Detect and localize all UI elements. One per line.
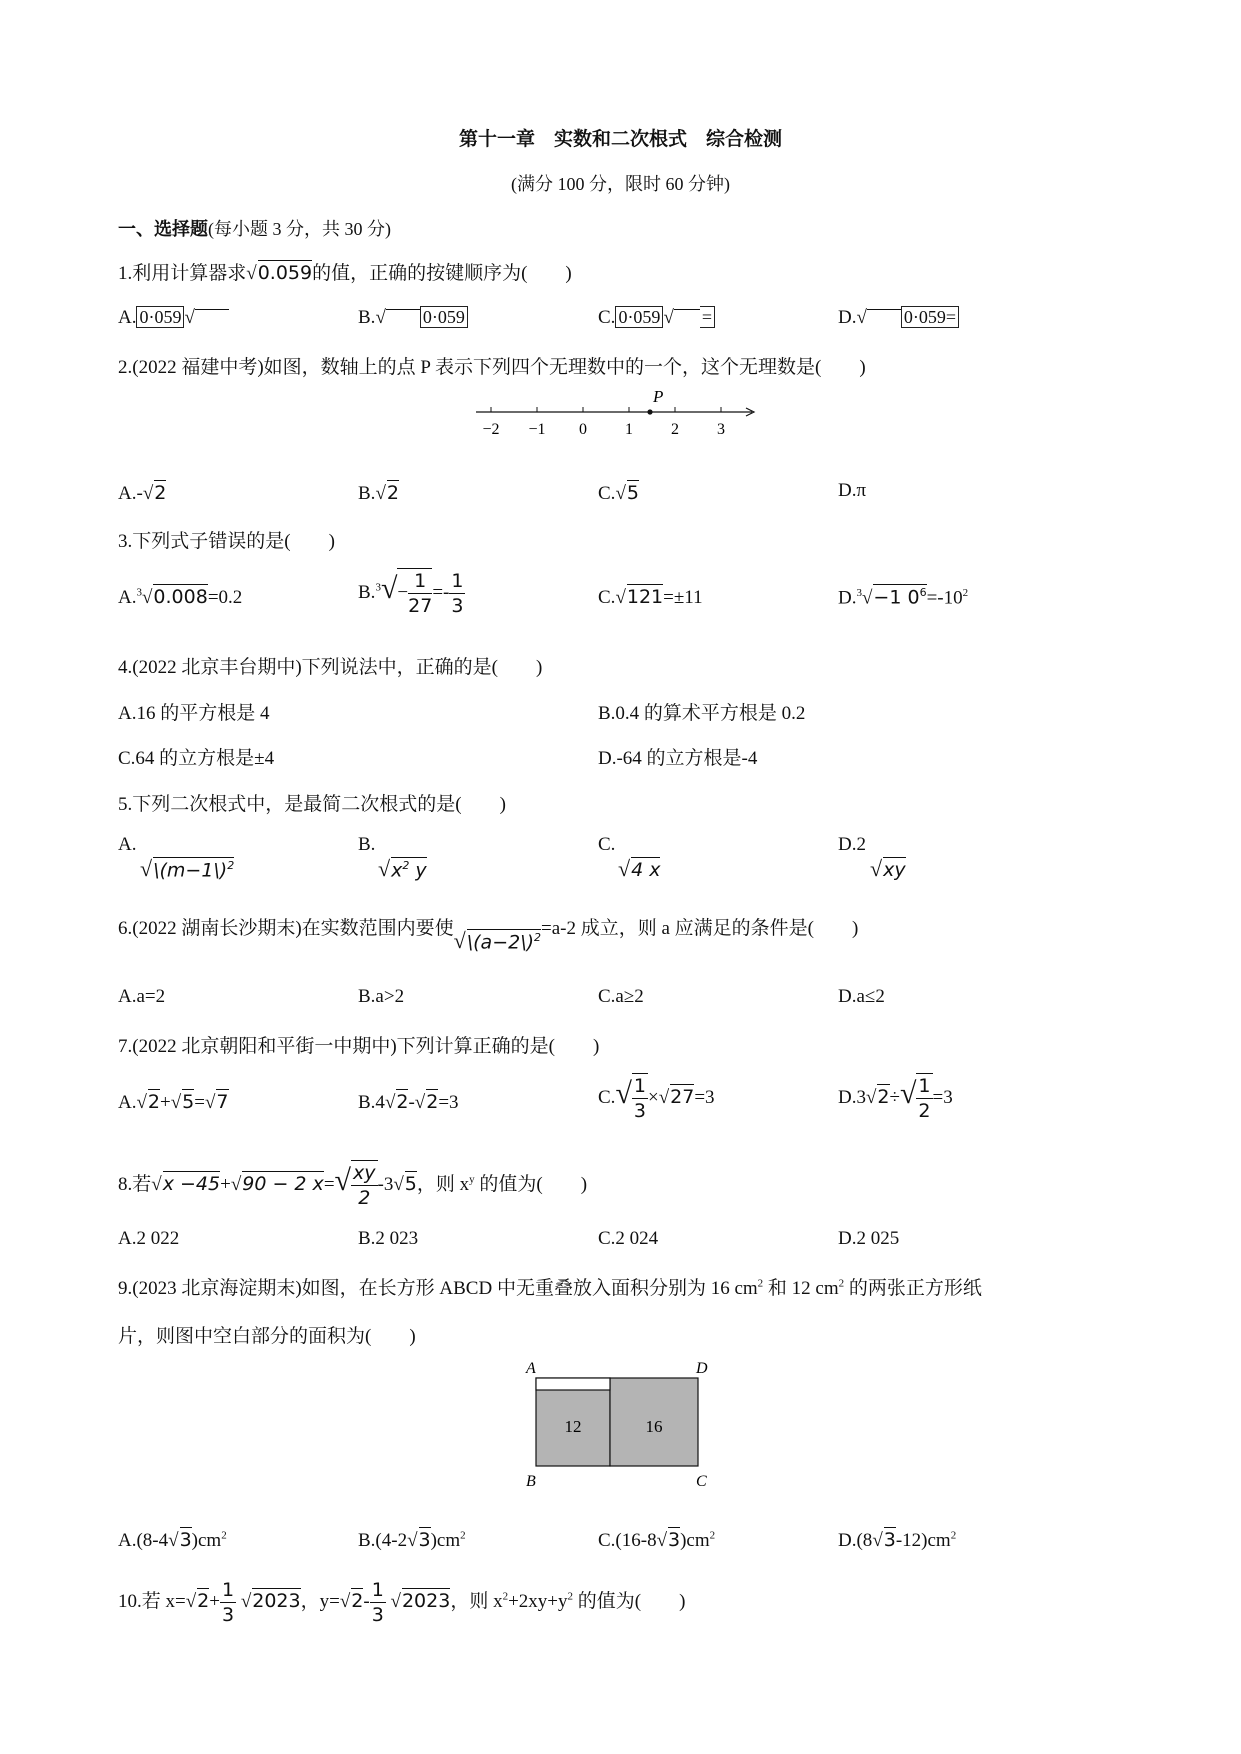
radical-sign: √ xyxy=(615,1076,632,1110)
number-line-figure xyxy=(470,388,760,440)
q2-b-label: B. xyxy=(358,483,376,504)
q7-option-d: D.3√2÷√ $\frac{1}{2}$ =3 xyxy=(838,1075,953,1122)
point-p-label: P xyxy=(653,388,664,406)
vertex-a-label: A xyxy=(526,1360,536,1377)
q7-option-b: B.4√2-√2=3 xyxy=(358,1091,459,1113)
question-7-stem: 7.(2022 北京朝阳和平街一中期中)下列计算正确的是( ) xyxy=(118,1036,600,1057)
q5-a-radicand: \(m−1\) xyxy=(153,859,228,881)
equals-sign: = xyxy=(323,1173,335,1195)
page-title: 第十一章 实数和二次根式 综合检测 xyxy=(458,128,782,150)
fraction-numerator: 1 xyxy=(918,1075,931,1097)
q10-tail: 的值为( ) xyxy=(573,1590,686,1612)
radical-sign: √ xyxy=(899,1076,917,1110)
tick-label: 1 xyxy=(625,421,633,438)
fraction-denominator: 3 xyxy=(633,1100,646,1122)
q1-d-label: D. xyxy=(838,307,857,328)
exponent: y xyxy=(469,1173,475,1186)
tick-label: −1 xyxy=(528,421,546,438)
q1-option-d xyxy=(838,306,959,329)
fraction-numerator: 1 xyxy=(633,1075,646,1097)
q6-radicand: \(a−2\) xyxy=(466,931,535,953)
key-value: 0·059 xyxy=(615,306,663,328)
cube-index: 3 xyxy=(375,581,381,594)
q9-option-c: $C.(16-8√3)cm^2$ xyxy=(598,1529,716,1551)
exponent: 2 xyxy=(757,1277,764,1290)
q5-option-b xyxy=(358,834,427,882)
q10-prefix: 10.若 x= xyxy=(118,1590,186,1612)
q3-option-b xyxy=(358,568,465,618)
q3-c-label: C. xyxy=(598,587,616,608)
q10-post: ，则 x xyxy=(450,1590,503,1612)
question-3-stem: 3.下列式子错误的是( ) xyxy=(118,531,335,552)
radicand: 3 xyxy=(418,1529,431,1551)
q6-option-b: B.a>2 xyxy=(358,986,405,1007)
vertex-c-label: C xyxy=(696,1473,707,1490)
question-9-stem-line2: 片，则图中空白部分的面积为( ) xyxy=(118,1326,416,1347)
question-10-stem: 10.若 x=√2+ $\frac{1}{3}$ √2023，y=√2- $\frac{1}{3}$ √2023，则 $x^2+2xy+y^2$ 的值为( ) xyxy=(118,1579,686,1626)
q1-c-label: C. xyxy=(598,307,616,328)
radicand: 2 xyxy=(396,1091,409,1113)
q5-c-label: C. xyxy=(598,834,616,855)
radicand: 3 xyxy=(883,1529,896,1551)
plus-sign: + xyxy=(220,1173,231,1195)
q2-c-radicand: 5 xyxy=(626,482,639,504)
q1-stem-a: 1.利用计算器求 xyxy=(118,263,247,284)
q2-option-d: D.π xyxy=(838,480,867,501)
plus-sign: + xyxy=(160,1092,171,1113)
q3-d-label: D. xyxy=(838,587,857,609)
q7-c-label: C. xyxy=(598,1086,616,1108)
plus-sign: + xyxy=(209,1590,220,1612)
question-9-stem-line1 xyxy=(118,1273,982,1300)
q3-option-a: A.$^3$√0.008=0.2 xyxy=(118,586,243,608)
key-value-equal: 0·059= xyxy=(901,306,959,328)
q9-option-d: $D.(8√3-12)cm^2$ xyxy=(838,1529,957,1551)
tick-label: 0 xyxy=(579,421,587,438)
section-note: (每小题 3 分，共 30 分) xyxy=(208,219,391,239)
radical-sign: √ xyxy=(618,856,631,881)
q3-d-result: =-10 xyxy=(926,587,963,609)
point-p xyxy=(647,409,652,414)
radicand: 2 xyxy=(877,1085,890,1108)
key-value: 0·059 xyxy=(136,306,184,328)
q2-a-label: A.- xyxy=(118,483,143,504)
radical-sign: √ xyxy=(380,571,398,605)
q9-a-post: )cm xyxy=(191,1530,222,1551)
tick-label: 3 xyxy=(717,421,725,438)
q5-option-d xyxy=(838,834,906,882)
radical-sign: √ xyxy=(378,856,391,881)
q9-b-post: )cm xyxy=(430,1530,461,1551)
q9-text-b: 和 12 cm xyxy=(763,1278,839,1299)
q6-option-a: A.a=2 xyxy=(118,986,166,1007)
minus-sign: - xyxy=(408,1092,415,1113)
small-square-area: 12 xyxy=(564,1417,582,1436)
vertex-b-label: B xyxy=(526,1473,536,1490)
radicand: 7 xyxy=(216,1091,229,1113)
exponent: 2 xyxy=(709,1529,716,1542)
section-heading xyxy=(118,215,391,241)
key-equal: = xyxy=(700,306,715,328)
q8-tail: 的值为( ) xyxy=(474,1173,588,1195)
fraction-denominator: 3 xyxy=(221,1604,235,1626)
radicand: 5 xyxy=(182,1091,195,1113)
q1-stem-b: 的值，正确的按键顺序为( ) xyxy=(312,263,572,284)
exponent: 2 xyxy=(950,1529,957,1542)
question-6-stem xyxy=(118,913,859,953)
radicand: 2 xyxy=(351,1589,364,1612)
radicand: 3 xyxy=(668,1529,681,1551)
radicand: 2 xyxy=(147,1091,161,1113)
q5-b-label: B. xyxy=(358,834,376,855)
vertex-d-label: D xyxy=(696,1360,708,1377)
q8-post: ，则 x xyxy=(416,1173,470,1195)
divide-sign: ÷ xyxy=(889,1086,900,1108)
q5-c-radicand: 4 x xyxy=(631,859,661,881)
radicand: 2 xyxy=(426,1091,439,1113)
radical-sign: √ xyxy=(870,856,883,881)
q5-option-c xyxy=(598,834,660,882)
ticks xyxy=(491,407,721,412)
q2-option-b: B.√2 xyxy=(358,482,399,504)
exponent: 2 xyxy=(962,587,969,599)
radicand: 2023 xyxy=(401,1589,451,1612)
radicand: 27 xyxy=(670,1085,695,1108)
q8-coef: -3 xyxy=(377,1173,394,1195)
radical-sign: √ xyxy=(453,928,466,953)
q10-mid: ，y= xyxy=(300,1590,340,1612)
radicand: 90 − 2 x xyxy=(242,1172,324,1195)
fraction-numerator: xy xyxy=(353,1162,376,1184)
q7-c-result: =3 xyxy=(694,1086,715,1108)
tick-label: −2 xyxy=(482,421,500,438)
exponent: 6 xyxy=(919,586,927,599)
q5-d-radicand: xy xyxy=(883,859,906,881)
q1-radicand: 0.059 xyxy=(257,262,313,284)
radical-sign: √ xyxy=(334,1163,351,1197)
radicand: 2 xyxy=(197,1589,210,1612)
q6-stem-a: 6.(2022 湖南长沙期末)在实数范围内要使 xyxy=(118,918,454,939)
q3-option-c: C.√121=±11 xyxy=(598,586,703,608)
fraction-denominator: 3 xyxy=(371,1604,384,1626)
minus-sign: − xyxy=(397,581,409,603)
exponent: 2 xyxy=(221,1529,227,1542)
question-8-stem: 8.若√x −45+√90 − 2 x=√ $\frac{xy}{2}$ -3√5，则 $x^y$ 的值为( ) xyxy=(118,1162,588,1209)
q5-option-a xyxy=(118,834,234,882)
q5-d-label: D.2 xyxy=(838,834,866,855)
page-subtitle: (满分 100 分，限时 60 分钟) xyxy=(511,174,730,194)
q3-a-label: A. xyxy=(118,587,137,608)
q7-b-label: B.4 xyxy=(358,1092,385,1113)
q7-option-a: A.√2+√5=√7 xyxy=(118,1091,229,1113)
q9-option-b: $B.(4-2√3)cm^2$ xyxy=(358,1529,466,1551)
question-1-stem: 1.利用计算器求√0.059的值，正确的按键顺序为( ) xyxy=(118,262,572,284)
q8-option-d: D.2 025 xyxy=(838,1228,900,1249)
fraction-numerator: 1 xyxy=(371,1579,384,1601)
q8-option-a: A.2 022 xyxy=(118,1228,180,1249)
q2-option-c: C.√5 xyxy=(598,482,639,504)
exponent: 2 xyxy=(838,1277,845,1290)
q5-b-radicand-x: x xyxy=(391,859,403,881)
blank-region xyxy=(536,1378,610,1390)
q3-b-label: B. xyxy=(358,581,376,603)
tick-label: 2 xyxy=(671,421,679,438)
cube-index: 3 xyxy=(136,586,142,599)
q2-option-a: A.-√2 xyxy=(118,482,167,504)
exponent: 2 xyxy=(567,1590,574,1603)
q1-b-label: B. xyxy=(358,307,376,328)
q8-option-c: C.2 024 xyxy=(598,1228,659,1249)
radicand: x −45 xyxy=(162,1172,221,1195)
q4-option-d: D.-64 的立方根是-4 xyxy=(598,748,758,769)
fraction-denominator: 3 xyxy=(451,595,464,617)
q9-text-a: 9.(2023 北京海淀期末)如图，在长方形 ABCD 中无重叠放入面积分别为 16 cm xyxy=(118,1278,758,1299)
q3-d-radicand: −1 0 xyxy=(873,586,920,609)
radical-sign: √ xyxy=(140,856,153,881)
q1-option-b xyxy=(358,306,468,329)
q3-c-result: =±11 xyxy=(663,587,703,608)
question-5-stem: 5.下列二次根式中，是最简二次根式的是( ) xyxy=(118,794,506,815)
radicand: 5 xyxy=(404,1172,417,1195)
q9-d-pre: D.(8 xyxy=(838,1530,873,1551)
q4-option-b: B.0.4 的算术平方根是 0.2 xyxy=(598,703,806,724)
fraction-denominator: 2 xyxy=(358,1187,371,1209)
fraction-numerator: 1 xyxy=(408,569,432,594)
q2-a-radicand: 2 xyxy=(154,482,167,504)
q2-c-label: C. xyxy=(598,483,616,504)
q5-b-radicand-y: y xyxy=(409,859,427,881)
radicand: 3 xyxy=(179,1529,192,1551)
sqrt-key-icon: √ xyxy=(856,307,900,328)
fraction-numerator: 1 xyxy=(451,570,464,592)
question-2-stem: 2.(2022 福建中考)如图，数轴上的点 P 表示下列四个无理数中的一个，这个无理数是( ) xyxy=(118,357,866,378)
sqrt-key-icon: √ xyxy=(375,307,419,328)
q7-option-c: C.√ $\frac{1}{3}$ ×√27=3 xyxy=(598,1075,715,1122)
rectangle-figure xyxy=(520,1356,720,1496)
q7-d-label: D.3 xyxy=(838,1086,866,1108)
q6-option-d: D.a≤2 xyxy=(838,986,885,1007)
q9-option-a: $A.(8-4√3)cm^2$ xyxy=(118,1529,227,1551)
exponent: 2 xyxy=(227,858,235,872)
times-sign: × xyxy=(648,1086,659,1108)
q6-stem-b: =a-2 成立，则 a 应满足的条件是( ) xyxy=(541,918,859,939)
fraction-denominator: 2 xyxy=(918,1100,931,1122)
q4-option-c: C.64 的立方根是±4 xyxy=(118,748,275,769)
q3-option-d: D.$^3$√−1 $0^6=-10^2$ xyxy=(838,586,969,609)
q8-prefix: 8.若 xyxy=(118,1173,152,1195)
section-title: 一、选择题 xyxy=(118,219,208,240)
fraction-denominator: 27 xyxy=(408,595,433,617)
q9-c-post: )cm xyxy=(680,1530,710,1551)
radicand: 2023 xyxy=(252,1589,301,1612)
exponent: 2 xyxy=(534,930,542,944)
q9-b-pre: B.(4-2 xyxy=(358,1530,408,1551)
equals-minus: =- xyxy=(432,581,450,603)
q1-option-c xyxy=(598,306,715,329)
q3-a-radicand: 0.008 xyxy=(153,586,208,608)
sqrt-key-icon: √ xyxy=(663,307,699,328)
q4-option-a: A.16 的平方根是 4 xyxy=(118,703,270,724)
cube-index: 3 xyxy=(856,587,862,599)
q9-text-c: 的两张正方形纸 xyxy=(844,1278,982,1299)
q7-a-label: A. xyxy=(118,1092,137,1113)
q2-b-radicand: 2 xyxy=(386,482,399,504)
exponent: 2 xyxy=(402,858,410,872)
exponent: 2 xyxy=(460,1529,466,1542)
exponent: 2 xyxy=(502,1590,509,1603)
q1-option-a xyxy=(118,306,229,329)
q7-d-result: =3 xyxy=(932,1086,953,1108)
q3-c-radicand: 121 xyxy=(626,586,664,608)
question-4-stem: 4.(2022 北京丰台期中)下列说法中，正确的是( ) xyxy=(118,657,543,678)
minus-sign: - xyxy=(363,1590,370,1612)
key-value: 0·059 xyxy=(420,306,468,328)
q9-c-pre: C.(16-8 xyxy=(598,1530,657,1551)
q3-a-result: =0.2 xyxy=(207,587,243,608)
q9-d-post: -12)cm xyxy=(895,1530,951,1551)
large-square-area: 16 xyxy=(645,1417,663,1436)
equals-sign: = xyxy=(194,1092,205,1113)
fraction-numerator: 1 xyxy=(221,1579,235,1601)
q5-a-label: A. xyxy=(118,834,137,855)
q7-b-result: =3 xyxy=(438,1092,459,1113)
sqrt-key-icon: √ xyxy=(184,307,228,328)
q1-a-label: A. xyxy=(118,307,137,328)
q9-a-pre: A.(8-4 xyxy=(118,1530,169,1551)
q10-post2: +2xy+y xyxy=(508,1590,568,1612)
q6-option-c: C.a≥2 xyxy=(598,986,644,1007)
q8-option-b: B.2 023 xyxy=(358,1228,419,1249)
